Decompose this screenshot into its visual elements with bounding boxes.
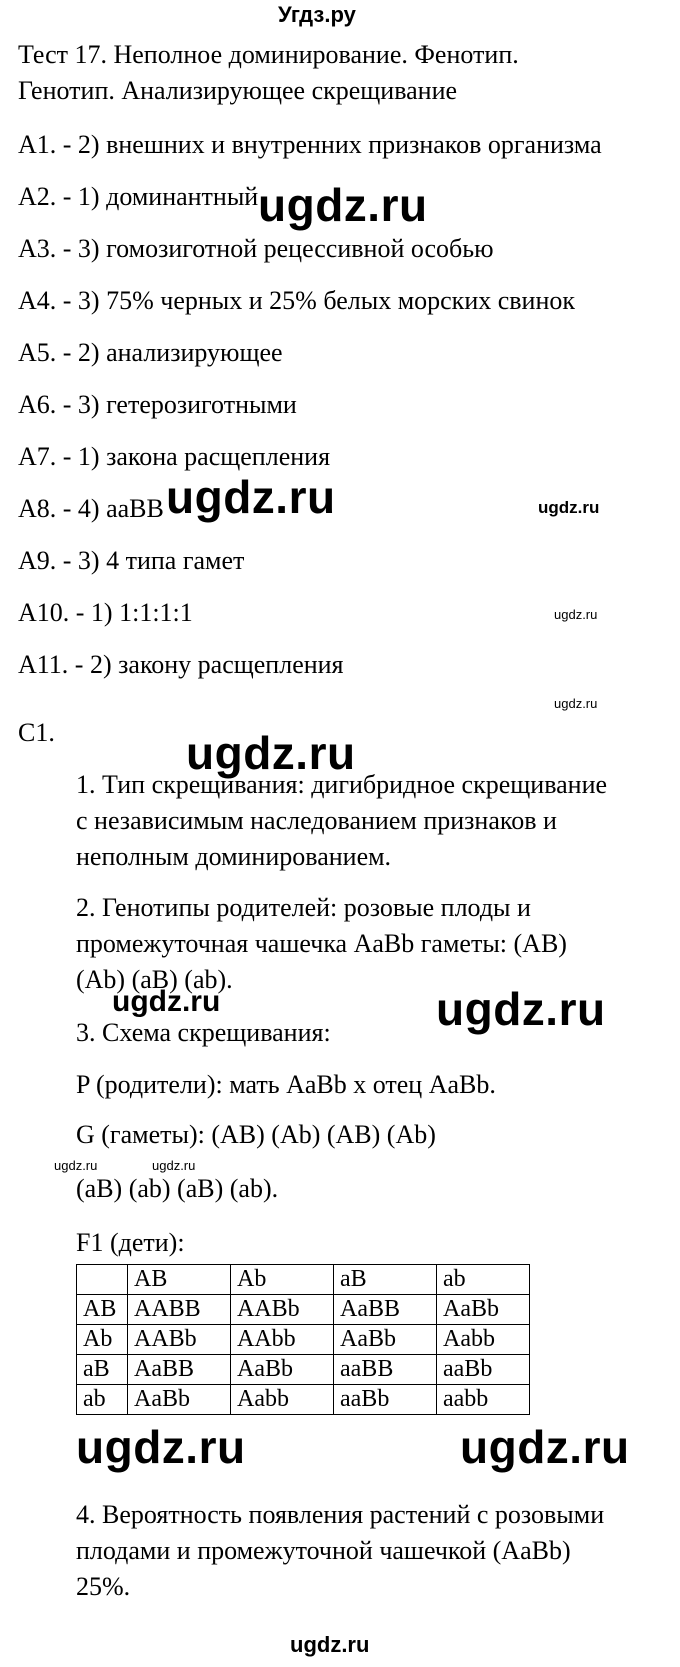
answer-a11: А11. - 2) закону расщепления xyxy=(18,650,344,679)
table-cell: AaBb xyxy=(334,1325,437,1355)
c1-p4-line-3: 25%. xyxy=(76,1572,131,1601)
table-cell: AaBb xyxy=(128,1385,231,1415)
answer-a2: А2. - 1) доминантный xyxy=(18,182,259,211)
watermark: ugdz.ru xyxy=(554,607,598,622)
watermark: ugdz.ru xyxy=(54,1158,98,1173)
test-title-line-1: Тест 17. Неполное доминирование. Фенотип. xyxy=(18,40,519,69)
answer-a4: А4. - 3) 75% черных и 25% белых морских свинок xyxy=(18,286,576,315)
c1-p4-line-1: 4. Вероятность появления растений с розовыми xyxy=(76,1500,605,1529)
watermark: ugdz.ru xyxy=(554,696,598,711)
watermark: ugdz.ru xyxy=(538,498,600,517)
c1-p1-line-3: неполным доминированием. xyxy=(76,842,392,871)
table-cell: aaBb xyxy=(437,1355,530,1385)
watermark: ugdz.ru xyxy=(166,471,336,523)
answer-a8: А8. - 4) ааВВ xyxy=(18,494,164,523)
c1-p2-line-1: 2. Генотипы родителей: розовые плоды и xyxy=(76,893,531,922)
table-cell: Aabb xyxy=(437,1325,530,1355)
answer-a9: А9. - 3) 4 типа гамет xyxy=(18,546,245,575)
answer-a6: А6. - 3) гетерозиготными xyxy=(18,390,297,419)
table-cell: aaBb xyxy=(334,1385,437,1415)
table-row xyxy=(77,1295,530,1325)
c1-gametes-line-1: G (гаметы): (AB) (Ab) (AB) (Ab) xyxy=(76,1120,436,1149)
table-row xyxy=(77,1355,530,1385)
table-row xyxy=(77,1385,530,1415)
c1-gametes-line-2: (aB) (ab) (aB) (ab). xyxy=(76,1174,279,1203)
table-cell: Aabb xyxy=(231,1385,334,1415)
test-title-line-2: Генотип. Анализирующее скрещивание xyxy=(18,76,458,105)
watermark: ugdz.ru xyxy=(152,1158,196,1173)
answer-a10: А10. - 1) 1:1:1:1 xyxy=(18,598,193,627)
watermark: ugdz.ru xyxy=(112,985,221,1018)
table-row xyxy=(77,1265,530,1295)
table-cell: AaBB xyxy=(334,1295,437,1325)
footer-watermark: ugdz.ru xyxy=(290,1632,370,1657)
watermark: ugdz.ru xyxy=(186,727,356,779)
table-cell: AAbb xyxy=(231,1325,334,1355)
table-cell: aaBB xyxy=(334,1355,437,1385)
c1-p1-line-2: с независимым наследованием признаков и xyxy=(76,806,557,835)
table-cell: AaBb xyxy=(231,1355,334,1385)
c1-p4-line-2: плодами и промежуточной чашечкой (AaBb) xyxy=(76,1536,571,1565)
table-header-cell: Ab xyxy=(231,1265,334,1295)
c1-label: С1. xyxy=(18,718,55,747)
table-header-cell: ab xyxy=(437,1265,530,1295)
answer-a1: А1. - 2) внешних и внутренних признаков организма xyxy=(18,130,602,159)
watermark: ugdz.ru xyxy=(258,179,428,231)
c1-parents: P (родители): мать AaBb х отец AaBb. xyxy=(76,1070,496,1099)
table-cell: AaBB xyxy=(128,1355,231,1385)
table-cell: AABb xyxy=(231,1295,334,1325)
table-header-cell: AB xyxy=(128,1265,231,1295)
answer-a5: А5. - 2) анализирующее xyxy=(18,338,283,367)
table-cell: aabb xyxy=(437,1385,530,1415)
c1-p1-line-1: 1. Тип скрещивания: дигибридное скрещивание xyxy=(76,770,608,799)
answer-a3: А3. - 3) гомозиготной рецессивной особью xyxy=(18,234,494,263)
watermark: ugdz.ru xyxy=(436,983,606,1035)
punnett-square xyxy=(76,1264,530,1415)
c1-f1-label: F1 (дети): xyxy=(76,1228,185,1257)
table-row-header: Ab xyxy=(77,1325,128,1355)
answer-a7: А7. - 1) закона расщепления xyxy=(18,442,331,471)
table-row xyxy=(77,1325,530,1355)
table-cell: AaBb xyxy=(437,1295,530,1325)
watermark: ugdz.ru xyxy=(76,1421,246,1473)
c1-p3: 3. Схема скрещивания: xyxy=(76,1018,331,1047)
site-header: Угдз.ру xyxy=(278,2,356,27)
table-cell: AABb xyxy=(128,1325,231,1355)
table-cell xyxy=(77,1265,128,1295)
table-cell: AABB xyxy=(128,1295,231,1325)
c1-p2-line-2: промежуточная чашечка AaBb гаметы: (AB) xyxy=(76,929,567,958)
table-row-header: aB xyxy=(77,1355,128,1385)
c1-p2-line-3: (Ab) (aB) (ab). xyxy=(76,965,233,994)
table-header-cell: aB xyxy=(334,1265,437,1295)
table-row-header: AB xyxy=(77,1295,128,1325)
table-row-header: ab xyxy=(77,1385,128,1415)
watermark: ugdz.ru xyxy=(460,1421,630,1473)
